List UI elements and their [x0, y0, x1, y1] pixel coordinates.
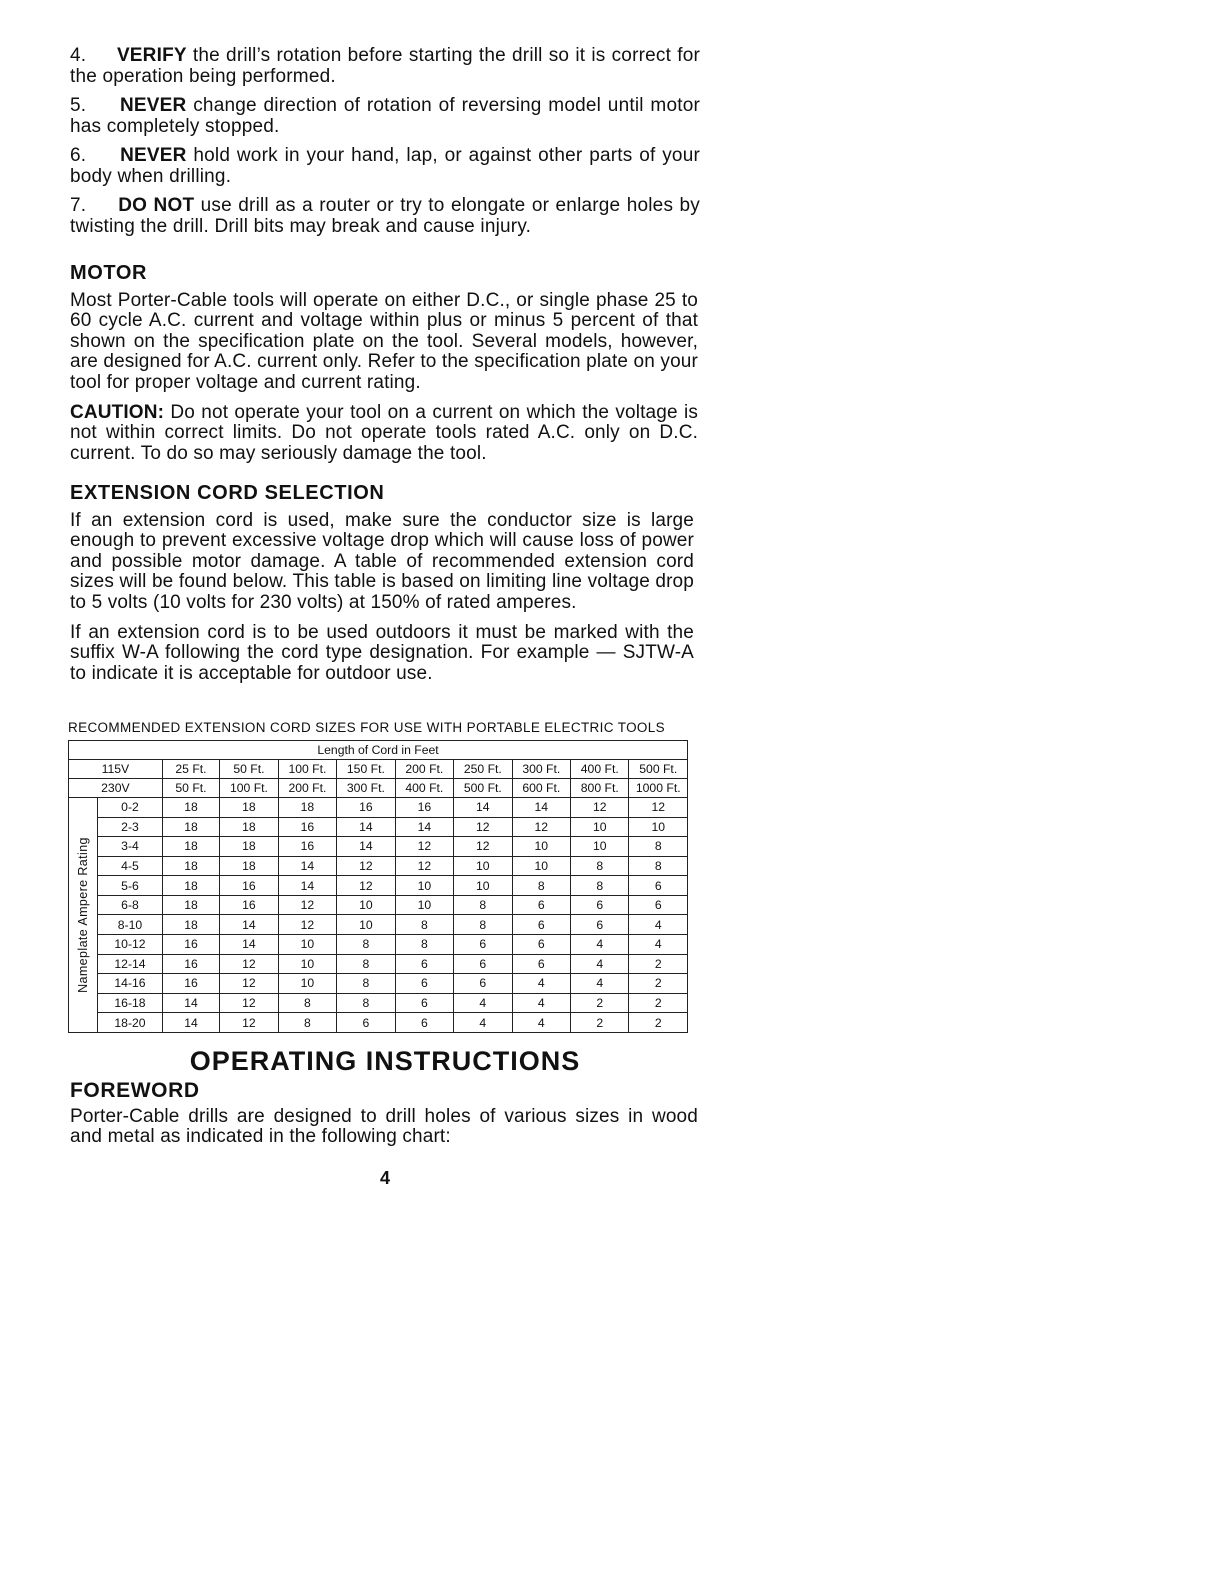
- wire-gauge-cell: 2: [629, 974, 688, 994]
- wire-gauge-cell: 12: [454, 817, 512, 837]
- wire-gauge-cell: 14: [220, 935, 278, 955]
- wire-gauge-cell: 16: [220, 876, 278, 896]
- ampere-range-cell: 6-8: [98, 895, 163, 915]
- rule-keyword: NEVER: [120, 145, 187, 166]
- wire-gauge-cell: 10: [278, 974, 336, 994]
- wire-gauge-cell: 14: [220, 915, 278, 935]
- ampere-range-cell: 3-4: [98, 837, 163, 857]
- wire-gauge-cell: 4: [629, 915, 688, 935]
- wire-gauge-cell: 8: [278, 1013, 336, 1033]
- cord-length-cell: 50 Ft.: [162, 779, 219, 798]
- length-header: Length of Cord in Feet: [69, 741, 688, 760]
- cord-length-cell: 400 Ft.: [395, 779, 453, 798]
- extension-para-2: If an extension cord is to be used outdoors it must be marked with the suffix W-A following the cord type designation. For example — SJTW-A to indicate it is acceptable for outdoor use.: [70, 622, 694, 684]
- wire-gauge-cell: 12: [571, 798, 629, 818]
- cord-length-cell: 1000 Ft.: [629, 779, 688, 798]
- wire-gauge-cell: 2: [629, 1013, 688, 1033]
- wire-gauge-cell: 10: [278, 935, 336, 955]
- wire-gauge-cell: 10: [512, 856, 570, 876]
- ampere-range-cell: 12-14: [98, 954, 163, 974]
- wire-gauge-cell: 16: [337, 798, 395, 818]
- wire-gauge-cell: 10: [337, 895, 395, 915]
- motor-heading: MOTOR: [70, 262, 148, 284]
- table-row: [69, 876, 688, 896]
- wire-gauge-cell: 2: [571, 1013, 629, 1033]
- wire-gauge-cell: 6: [512, 954, 570, 974]
- wire-gauge-cell: 8: [629, 837, 688, 857]
- wire-gauge-cell: 6: [395, 974, 453, 994]
- motor-section: [70, 262, 698, 464]
- wire-gauge-cell: 8: [571, 856, 629, 876]
- wire-gauge-cell: 12: [395, 837, 453, 857]
- wire-gauge-cell: 12: [278, 915, 336, 935]
- wire-gauge-cell: 8: [454, 895, 512, 915]
- wire-gauge-cell: 6: [512, 915, 570, 935]
- table-row: [69, 895, 688, 915]
- wire-gauge-cell: 8: [571, 876, 629, 896]
- ampere-rating-side-label: [69, 798, 98, 1033]
- wire-gauge-cell: 16: [278, 837, 336, 857]
- table-row: [69, 817, 688, 837]
- page-number: 4: [379, 1168, 390, 1188]
- wire-gauge-cell: 8: [337, 954, 395, 974]
- ampere-range-cell: 14-16: [98, 974, 163, 994]
- wire-gauge-cell: 10: [337, 915, 395, 935]
- caution-paragraph: CAUTION: Do not operate your tool on a current on which the voltage is not within correct limits. Do not operate tools rated A.C. only on D.C. current. To do so may seriously damage the tool.: [70, 402, 698, 464]
- extension-cord-table-block: [68, 720, 690, 1033]
- wire-gauge-cell: 12: [220, 974, 278, 994]
- ampere-range-cell: 18-20: [98, 1013, 163, 1033]
- foreword-heading: FOREWORD: [70, 1079, 200, 1102]
- wire-gauge-cell: 6: [512, 895, 570, 915]
- wire-gauge-cell: 2: [629, 993, 688, 1013]
- extension-para-1: If an extension cord is used, make sure the conductor size is large enough to prevent excessive voltage drop which will cause loss of power and possible motor damage. A table of recommended extension cord sizes will be found below. This table is based on limiting line voltage drop to 5 volts (10 volts for 230 volts) at 150% of rated amperes.: [70, 510, 694, 613]
- ampere-range-cell: 16-18: [98, 993, 163, 1013]
- wire-gauge-cell: 12: [337, 876, 395, 896]
- wire-gauge-cell: 2: [571, 993, 629, 1013]
- voltage-row-115: [69, 760, 688, 779]
- side-label-text: Nameplate Ampere Rating: [76, 837, 90, 993]
- wire-gauge-cell: 10: [571, 817, 629, 837]
- wire-gauge-cell: 12: [454, 837, 512, 857]
- cord-length-cell: 100 Ft.: [220, 779, 278, 798]
- rule-keyword: VERIFY: [116, 45, 187, 66]
- wire-gauge-cell: 8: [512, 876, 570, 896]
- wire-gauge-cell: 12: [220, 993, 278, 1013]
- voltage-label: 115V: [69, 760, 163, 779]
- wire-gauge-cell: 6: [454, 935, 512, 955]
- wire-gauge-cell: 8: [337, 993, 395, 1013]
- table-caption: RECOMMENDED EXTENSION CORD SIZES FOR USE WITH PORTABLE ELECTRIC TOOLS: [68, 720, 665, 735]
- wire-gauge-cell: 10: [571, 837, 629, 857]
- wire-gauge-cell: 10: [395, 895, 453, 915]
- wire-gauge-cell: 6: [454, 954, 512, 974]
- wire-gauge-cell: 10: [454, 876, 512, 896]
- operating-instructions-title: OPERATING INSTRUCTIONS: [189, 1046, 581, 1076]
- wire-gauge-cell: 18: [278, 798, 336, 818]
- wire-gauge-cell: 8: [278, 993, 336, 1013]
- wire-gauge-cell: 4: [454, 993, 512, 1013]
- wire-gauge-cell: 14: [512, 798, 570, 818]
- wire-gauge-cell: 4: [629, 935, 688, 955]
- wire-gauge-cell: 18: [220, 856, 278, 876]
- table-row: [69, 837, 688, 857]
- wire-gauge-cell: 14: [337, 817, 395, 837]
- wire-gauge-cell: 18: [220, 837, 278, 857]
- wire-gauge-cell: 12: [629, 798, 688, 818]
- rule-item-4: 4. VERIFY the drill’s rotation before starting the drill so it is correct for the operation being performed.: [70, 45, 700, 87]
- cord-length-cell: 500 Ft.: [454, 779, 512, 798]
- wire-gauge-cell: 4: [454, 1013, 512, 1033]
- wire-gauge-cell: 10: [278, 954, 336, 974]
- wire-gauge-cell: 6: [571, 915, 629, 935]
- table-row: [69, 915, 688, 935]
- wire-gauge-cell: 12: [220, 954, 278, 974]
- wire-gauge-cell: 6: [571, 895, 629, 915]
- wire-gauge-cell: 6: [629, 895, 688, 915]
- wire-gauge-cell: 4: [512, 1013, 570, 1033]
- ampere-range-cell: 2-3: [98, 817, 163, 837]
- wire-gauge-cell: 8: [337, 974, 395, 994]
- wire-gauge-cell: 4: [512, 993, 570, 1013]
- cord-length-cell: 150 Ft.: [337, 760, 395, 779]
- cord-length-cell: 100 Ft.: [278, 760, 336, 779]
- wire-gauge-cell: 6: [395, 954, 453, 974]
- wire-gauge-cell: 18: [162, 895, 219, 915]
- wire-gauge-cell: 16: [220, 895, 278, 915]
- wire-gauge-cell: 8: [337, 935, 395, 955]
- wire-gauge-cell: 8: [454, 915, 512, 935]
- extension-cord-section: [70, 482, 694, 684]
- wire-gauge-cell: 14: [454, 798, 512, 818]
- cord-length-cell: 200 Ft.: [278, 779, 336, 798]
- table-row: [69, 974, 688, 994]
- wire-gauge-cell: 4: [571, 974, 629, 994]
- wire-gauge-cell: 18: [220, 798, 278, 818]
- wire-gauge-cell: 16: [162, 974, 219, 994]
- ampere-range-cell: 0-2: [98, 798, 163, 818]
- wire-gauge-cell: 14: [278, 856, 336, 876]
- rule-keyword: DO NOT: [118, 195, 195, 216]
- wire-gauge-cell: 4: [512, 974, 570, 994]
- wire-gauge-cell: 10: [395, 876, 453, 896]
- wire-gauge-cell: 8: [629, 856, 688, 876]
- voltage-row-230: [69, 779, 688, 798]
- wire-gauge-cell: 14: [162, 1013, 219, 1033]
- motor-body: Most Porter-Cable tools will operate on either D.C., or single phase 25 to 60 cycle A.C. current and voltage within plus or minus 5 percent of that shown on the specification plate on the tool. Several models, however, are designed for A.C. current only. Refer to the specification plate on your tool for proper voltage and current rating.: [70, 290, 698, 393]
- cord-length-cell: 300 Ft.: [337, 779, 395, 798]
- cord-length-cell: 600 Ft.: [512, 779, 570, 798]
- wire-gauge-cell: 10: [629, 817, 688, 837]
- wire-gauge-cell: 18: [162, 915, 219, 935]
- wire-gauge-cell: 18: [162, 837, 219, 857]
- voltage-label: 230V: [69, 779, 163, 798]
- table-row: [69, 954, 688, 974]
- wire-gauge-cell: 8: [395, 935, 453, 955]
- cord-length-cell: 300 Ft.: [512, 760, 570, 779]
- wire-gauge-cell: 8: [395, 915, 453, 935]
- wire-gauge-cell: 12: [512, 817, 570, 837]
- cord-length-cell: 250 Ft.: [454, 760, 512, 779]
- wire-gauge-cell: 12: [220, 1013, 278, 1033]
- wire-gauge-cell: 18: [162, 856, 219, 876]
- table-row: [69, 798, 688, 818]
- wire-gauge-cell: 4: [571, 954, 629, 974]
- ampere-range-cell: 8-10: [98, 915, 163, 935]
- table-row: [69, 935, 688, 955]
- wire-gauge-cell: 12: [395, 856, 453, 876]
- wire-gauge-cell: 6: [454, 974, 512, 994]
- wire-gauge-cell: 12: [278, 895, 336, 915]
- wire-gauge-cell: 18: [220, 817, 278, 837]
- cord-length-cell: 400 Ft.: [571, 760, 629, 779]
- wire-gauge-cell: 14: [278, 876, 336, 896]
- table-row: [69, 993, 688, 1013]
- cord-length-cell: 25 Ft.: [162, 760, 219, 779]
- rule-keyword: NEVER: [120, 95, 187, 116]
- ampere-range-cell: 4-5: [98, 856, 163, 876]
- wire-gauge-cell: 6: [395, 993, 453, 1013]
- foreword-section: [70, 1080, 698, 1148]
- cord-length-cell: 800 Ft.: [571, 779, 629, 798]
- wire-gauge-cell: 14: [337, 837, 395, 857]
- rule-item-6: 6. NEVER hold work in your hand, lap, or against other parts of your body when drilling.: [70, 145, 700, 187]
- wire-gauge-cell: 14: [162, 993, 219, 1013]
- wire-gauge-cell: 2: [629, 954, 688, 974]
- wire-gauge-cell: 16: [162, 954, 219, 974]
- wire-gauge-cell: 16: [395, 798, 453, 818]
- cord-length-cell: 500 Ft.: [629, 760, 688, 779]
- wire-gauge-cell: 18: [162, 817, 219, 837]
- safety-rules-list: [70, 46, 700, 246]
- length-header-row: [69, 741, 688, 760]
- wire-gauge-cell: 16: [278, 817, 336, 837]
- cord-length-cell: 200 Ft.: [395, 760, 453, 779]
- wire-gauge-cell: 18: [162, 798, 219, 818]
- wire-gauge-cell: 6: [395, 1013, 453, 1033]
- wire-gauge-cell: 6: [629, 876, 688, 896]
- extension-heading: EXTENSION CORD SELECTION: [70, 482, 385, 504]
- table-row: [69, 1013, 688, 1033]
- caution-label: CAUTION:: [70, 402, 165, 424]
- wire-gauge-cell: 18: [162, 876, 219, 896]
- cord-length-cell: 50 Ft.: [220, 760, 278, 779]
- wire-gauge-cell: 4: [571, 935, 629, 955]
- wire-gauge-cell: 16: [162, 935, 219, 955]
- table-row: [69, 856, 688, 876]
- wire-gauge-cell: 6: [512, 935, 570, 955]
- rule-item-7: 7. DO NOT use drill as a router or try to elongate or enlarge holes by twisting the drill. Drill bits may break and cause injury.: [70, 195, 701, 237]
- wire-gauge-cell: 10: [512, 837, 570, 857]
- foreword-text: Porter-Cable drills are designed to drill holes of various sizes in wood and metal as indicated in the following chart:: [70, 1106, 698, 1148]
- ampere-range-cell: 10-12: [98, 935, 163, 955]
- wire-gauge-cell: 10: [454, 856, 512, 876]
- wire-gauge-cell: 12: [337, 856, 395, 876]
- rule-item-5: 5. NEVER change direction of rotation of reversing model until motor has completely stopped.: [70, 95, 700, 137]
- wire-gauge-cell: 14: [395, 817, 453, 837]
- ampere-range-cell: 5-6: [98, 876, 163, 896]
- extension-cord-table: [68, 740, 688, 1033]
- wire-gauge-cell: 6: [337, 1013, 395, 1033]
